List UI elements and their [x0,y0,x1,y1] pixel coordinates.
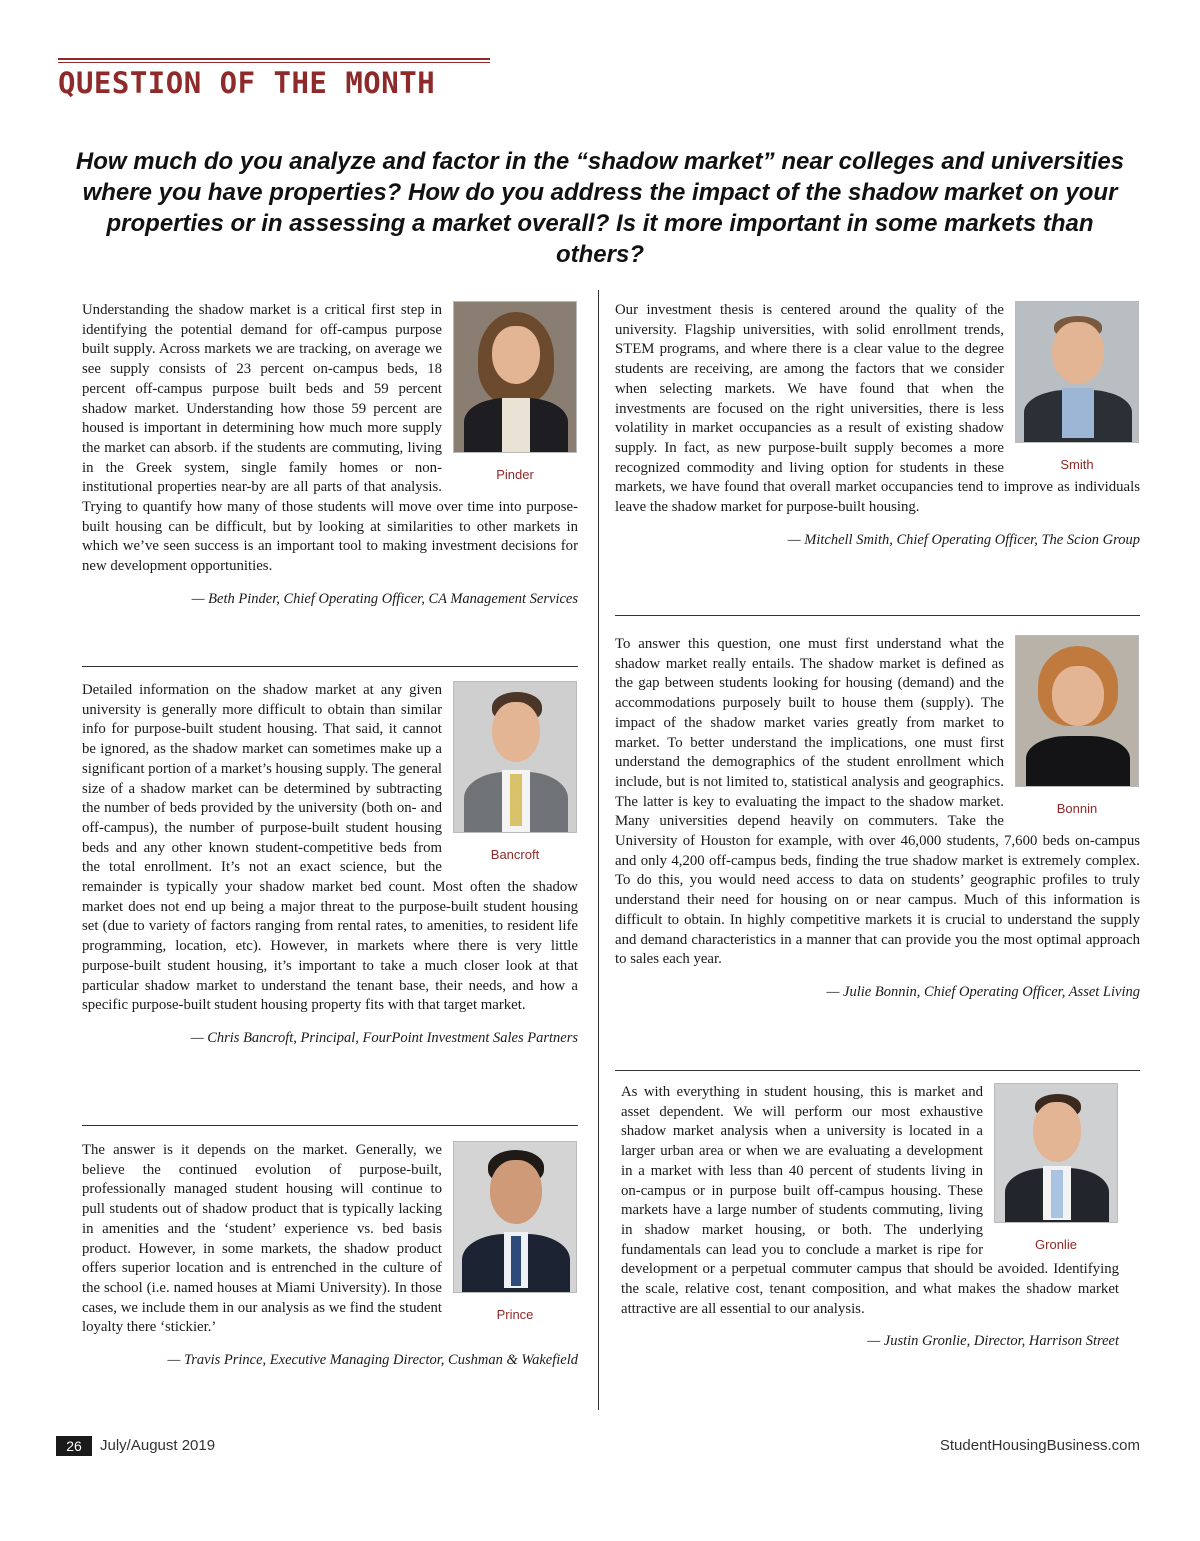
answer-attribution: — Julie Bonnin, Chief Operating Officer, Asset Living [826,983,1140,1000]
answer-smith [615,301,1140,549]
portrait-bonnin [1014,635,1140,816]
separator-rule [615,1070,1140,1071]
portrait-caption: Bonnin [1056,801,1098,816]
page-number: 26 [56,1436,92,1456]
answer-attribution: — Beth Pinder, Chief Operating Officer, CA Management Services [191,590,578,607]
column-divider [598,290,599,1410]
portrait-photo [453,681,577,833]
portrait-prince [452,1141,578,1322]
answer-attribution: — Mitchell Smith, Chief Operating Officer, The Scion Group [787,531,1140,548]
separator-rule [82,1125,578,1126]
answer-prince [82,1141,578,1369]
portrait-smith [1014,301,1140,472]
portrait-photo [453,1141,577,1293]
answer-bancroft [82,681,578,1047]
question-heading: How much do you analyze and factor in the “shadow market” near colleges and universities where you have properties? How do you address the impact of the shadow market on your properties or in assessing a market overall? Is it more important in some markets than others? [75,148,1125,268]
portrait-caption: Prince [496,1307,534,1322]
issue-date: July/August 2019 [100,1437,216,1454]
website-link[interactable]: StudentHousingBusiness.com [939,1437,1140,1454]
answer-text: As with everything in student housing, this is market and asset dependent. We will perform our most exhaustive shadow market analysis when a university is located in a larger urban area or when we are evaluating a development in a market with less than 40 percent of students living in on-campus or in purpose built off-campus housing. These markets have a large number of students commuting, living in shadow market housing, or both. The underlying fundamentals can lead you to conclude a market is ripe for development or a perpetual commuter campus that should be avoided. Identifying the scale, relative cost, tenant composition, and what makes the shadow market attractive are all essential to our analysis. [621,1084,1119,1317]
answer-gronlie [621,1083,1119,1350]
answer-attribution: — Chris Bancroft, Principal, FourPoint Investment Sales Partners [190,1029,578,1046]
portrait-bancroft [452,681,578,862]
answer-text: Understanding the shadow market is a critical first step in identifying the potential demand for off-campus purpose built supply. Across markets we are tracking, on average we see supply consists of 23 percent on-campus beds, 18 percent off-campus purpose built beds and 59 percent shadow market. Understanding how those 59 percent are housed is important in determining how much more supply the market can absorb. if the students are commuting, living in the Greek system, single family homes or non-institutional properties near-by are all parts of that analysis. Trying to quantify how many of those students will move over time into purpose-built housing can be difficult, but by looking at similarities to other markets in which we’ve seen success is an important tool to making investment decisions for new development opportunities. [82,302,578,575]
portrait-caption: Smith [1060,457,1094,472]
portrait-pinder [452,301,578,482]
answer-attribution: — Travis Prince, Executive Managing Director, Cushman & Wakefield [167,1352,578,1369]
separator-rule [615,615,1140,616]
portrait-photo [1015,301,1139,443]
section-title: QUESTION OF THE MONTH [58,66,436,100]
portrait-caption: Gronlie [1035,1237,1077,1252]
answer-pinder [82,301,578,608]
answer-text: Our investment thesis is centered around the quality of the university. Flagship universities, with solid enrollment trends, STEM programs, and where there is a clear value to the degree students are receiving, are among the factors that we consider when selecting markets. We have found that when the investments are focused on the right universities, there is less volatility in market occupancies as a result of existing shadow supply. In fact, as new purpose-built supply becomes a more recognized commodity and living option for students in these markets, we have found that overall market occupancies tend to improve as individuals leave the shadow market for purpose-built housing. [615,302,1140,516]
answer-text: The answer is it depends on the market. Generally, we believe the continued evolution of purpose-built, professionally managed student housing will continue to pull students out of shadow product that is typically lacking in amenities and the ‘student’ experience vs. bed basis product. However, in some markets, the shadow product offers superior location and is entrenched in the culture of the school (i.e. named houses at Miami University). In those cases, we include them in our analysis as we find the student loyalty there ‘stickier.’ [82,1142,442,1336]
answer-bonnin [615,635,1140,1001]
portrait-caption: Bancroft [490,847,540,862]
portrait-photo [1015,635,1139,787]
portrait-photo [453,301,577,453]
answer-text: Detailed information on the shadow market at any given university is generally more difficult to obtain than similar info for purpose-built student housing. That said, it cannot be ignored, as the shadow market can sometimes make up a significant portion of a market’s housing supply. The general size of a shadow market can be determined by subtracting the number of beds provided by the university (both on- and off-campus), the number of purpose-built student housing beds and any other known student-competitive beds from the total enrollment. It’s not an exact science, but the remainder is typically your shadow market bed count. Most often the shadow market does not end up being a major threat to the purpose-built student housing set (due to variety of factors ranging from rental rates, to amenities, to resident life programming, location, etc). However, in markets where there is very little purpose-built student housing, it’s important to take a much closer look at that particular shadow market to understand the tenant base, their needs, and how a specific purpose-built student housing property fits with that target market. [82,682,578,1014]
answer-attribution: — Justin Gronlie, Director, Harrison Street [867,1333,1119,1350]
separator-rule [82,666,578,667]
header-rule [58,58,490,64]
portrait-gronlie [993,1083,1119,1252]
portrait-caption: Pinder [496,467,534,482]
portrait-photo [994,1083,1118,1223]
answer-text: To answer this question, one must first understand what the shadow market really entails. The shadow market is defined as the gap between students looking for housing (demand) and the accommodations purposely built to house them (supply). The impact of the shadow market varies greatly from market to market. To better understand the implications, one must first understand the demographics of the student enrollment which include, but is not limited to, statistical analysis and geographics. The latter is key to evaluating the impact to the shadow market. Many universities depend heavily on commuters. Take the University of Houston for example, with over 46,000 students, 7,600 beds on-campus and only 4,200 off-campus beds, finding the true shadow market is extremely complex. To do this, you would need access to data on students’ geographic profiles to truly understand their need for housing on or near campus. Much of this information is difficult to obtain. In highly competitive markets it is crucial to understand the supply and demand characteristics in a manner that can provide you the most optimal approach to sales each year. [615,636,1140,968]
